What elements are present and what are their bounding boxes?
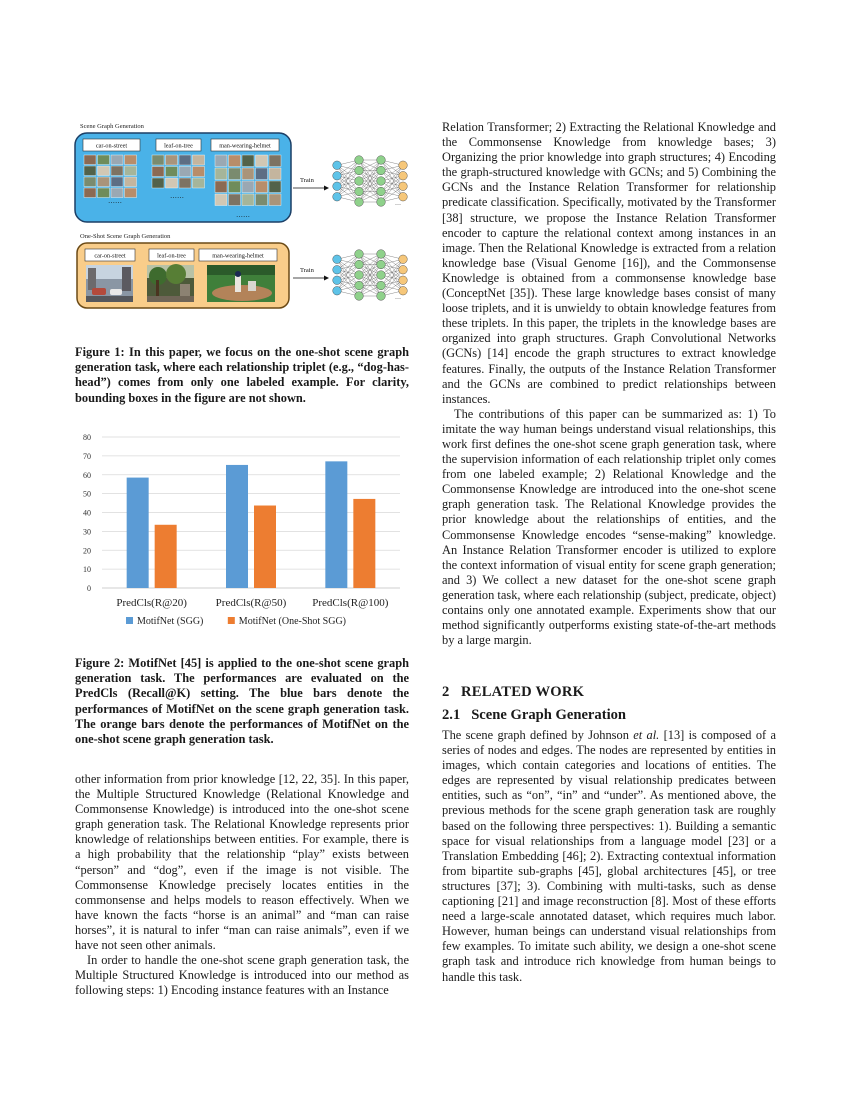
- fig1-net-node: [333, 182, 342, 191]
- fig1-panel1-title: Scene Graph Generation: [80, 123, 144, 130]
- bar-one-shot-sgg: [254, 506, 276, 588]
- fig1-thumbnail: [193, 155, 205, 165]
- fig1-net-node: [377, 166, 386, 175]
- fig1-photo-baseball: [207, 265, 275, 302]
- y-tick-label: 50: [83, 489, 91, 499]
- fig1-net-node: [355, 187, 364, 196]
- fig1-thumbnail: [215, 155, 227, 167]
- fig1-thumbnail: [215, 181, 227, 193]
- fig1-net-node: [377, 156, 386, 165]
- fig1-net-node: [399, 192, 408, 201]
- fig1-net-node: [355, 198, 364, 207]
- fig1-net-node: [355, 177, 364, 186]
- fig1-net-node: [333, 255, 342, 264]
- fig1-net-node: [355, 250, 364, 259]
- fig1-net-node: [377, 271, 386, 280]
- y-tick-label: 20: [83, 546, 91, 556]
- fig1-thumbnail: [269, 155, 281, 167]
- fig1-net-node: [333, 276, 342, 285]
- figure-1-caption: Figure 1: In this paper, we focus on the one-shot scene graph generation task, where each relationship triplet (e.g., “dog-has-head”) comes from only one labeled example. For clarity, bounding boxes in the figure are not shown.: [75, 345, 409, 405]
- section-heading: 2 RELATED WORK: [442, 684, 585, 700]
- fig1-net-node: [355, 166, 364, 175]
- fig1-net-node: [377, 198, 386, 207]
- fig1-thumbnail: [152, 167, 164, 177]
- fig1-net-node: [355, 260, 364, 269]
- paragraph: Relation Transformer; 2) Extracting the Relational Knowledge and the Commonsense Knowledge from knowledge bases; 3) Organizing the prior knowledge into graph structures; 4) Encoding the graph-structured knowledge with GCNs; and 5) Combining the GCNs and the Instance Relation Transformer for relationship predicate classification. Specifically, motivated by the Transformer [38] structure, we propose the Instance Relation Transformer encoder to capture the relational context among instances in an image. Then the Relational Knowledge is extracted from a relation knowledge base (Visual Genome [16]), and the Commonsense Knowledge is obtained from a commonsense knowledge base (ConceptNet [35]). These large knowledge bases consist of many loose triplets, and it is unwieldy to obtain knowledge features from these triplets. In this paper, the triplets in the knowledge bases are organized into graph structures. Graph Convolutional Networks (GCNs) [14] encode the graph structures to extract knowledge features. Finally, the outputs of the Instance Relation Transformer and the GCNs are combined to predict relationships between instances.: [442, 120, 776, 406]
- y-tick-label: 80: [83, 433, 91, 442]
- fig1-thumbnail: [84, 166, 96, 176]
- fig1-thumbnail: [152, 178, 164, 188]
- fig1-thumbnail: [229, 168, 241, 180]
- fig1-net-node: [355, 281, 364, 290]
- bar-one-shot-sgg: [353, 499, 375, 588]
- fig1-label: man-wearing-helmet: [219, 142, 271, 150]
- fig1-label: car-on-street: [95, 142, 128, 150]
- fig1-net-node: [377, 260, 386, 269]
- fig1-neural-net: [333, 156, 408, 207]
- fig1-net-node: [399, 286, 408, 295]
- fig1-thumbnail: [179, 167, 191, 177]
- y-tick-label: 70: [83, 451, 91, 461]
- fig1-net-node: [399, 255, 408, 264]
- fig1-thumbnail: [125, 166, 137, 176]
- fig1-label: leaf-on-tree: [157, 252, 186, 260]
- fig1-thumbnail: [98, 177, 110, 187]
- left-column-body: [75, 772, 409, 998]
- fig1-thumbnail: [242, 155, 254, 167]
- fig1-label: car-on-street: [94, 252, 126, 260]
- fig1-net-node: [377, 292, 386, 301]
- fig1-net-dots: …: [395, 295, 401, 301]
- fig1-thumbnail: [111, 177, 123, 187]
- fig1-thumbnail: [215, 168, 227, 180]
- fig1-net-node: [355, 292, 364, 301]
- fig1-thumbnail: [125, 177, 137, 187]
- fig1-arrowhead: [324, 276, 329, 281]
- fig1-thumbnail: [152, 155, 164, 165]
- fig1-net-node: [399, 265, 408, 274]
- fig1-thumbnail: [84, 188, 96, 198]
- fig1-thumbnail: [269, 168, 281, 180]
- figure-2-bar-chart: [74, 428, 410, 638]
- x-tick-label: PredCls(R@20): [116, 597, 187, 609]
- fig1-thumbnail: [111, 166, 123, 176]
- fig1-thumbnail: [84, 177, 96, 187]
- y-tick-label: 40: [83, 508, 91, 518]
- fig1-thumbnail: [179, 155, 191, 165]
- fig1-thumbnail: [98, 166, 110, 176]
- fig1-ellipsis: ……: [236, 211, 250, 219]
- fig1-net-node: [377, 187, 386, 196]
- fig1-net-node: [333, 161, 342, 170]
- bar-sgg: [325, 461, 347, 588]
- fig1-thumbnail: [84, 155, 96, 165]
- fig1-net-dots: …: [395, 201, 401, 207]
- text-run: [13] is composed of a series of nodes and edges. The nodes are represented by entities in images, which contain categories and locations of entities. The edges are represented by visual relationship predicates between entities, such as “on”, “in” and “under”. As mentioned above, the previous methods for the scene graph generation task are roughly based on the following three perspectives: 1). Building a semantic space for visual relationships from a language model [23] or a Translation Embedding [46]; 2). Extracting contextual information from bipartite sub-graphs [45], global architectures [45], or tree structures [37]; 3). Combining with multi-tasks, such as dense captioning [21] and image reconstruction [8]. Most of these efforts need a large-scale annotated dataset, which requires much labor. However, human beings can understand visual relationships from few examples. To imitate such ability, we design a one-shot scene graph task and introduce rich knowledge from human beings to handle this task.: [442, 728, 776, 984]
- fig1-thumbnail: [269, 194, 281, 206]
- figure-1: [72, 118, 422, 318]
- fig1-neural-net: [333, 250, 408, 301]
- fig1-ellipsis: ……: [108, 197, 122, 205]
- y-tick-label: 60: [83, 470, 91, 480]
- fig1-thumbnail: [215, 194, 227, 206]
- fig1-thumbnail: [229, 181, 241, 193]
- y-tick-label: 0: [87, 584, 91, 593]
- fig1-thumbnail: [256, 181, 268, 193]
- fig1-thumbnail: [242, 194, 254, 206]
- legend-swatch: [228, 617, 235, 624]
- bar-one-shot-sgg: [155, 525, 177, 588]
- fig1-thumbnail: [166, 167, 178, 177]
- fig1-net-node: [333, 192, 342, 201]
- fig1-net-node: [333, 286, 342, 295]
- fig1-thumbnail: [242, 181, 254, 193]
- fig1-label: leaf-on-tree: [164, 142, 193, 150]
- paragraph: [442, 728, 776, 985]
- x-tick-label: PredCls(R@100): [312, 597, 389, 609]
- fig1-thumbnail: [98, 155, 110, 165]
- paragraph: other information from prior knowledge [12, 22, 35]. In this paper, the Multiple Structured Knowledge (Relational Knowledge and Commonsense Knowledge) is introduced into the one-shot scene graph generation task. The Relational Knowledge represents prior knowledge of relationships between entities. For example, there is a high probability that the relationship “play” exists between “person” and “dog”, even if the image is not visible. The Commonsense Knowledge precisely locates entities in the commonsense and helps models to reason effectively. When we have known the facts “horse is an animal” and “man can raise horses”, it is natural to infer “man can raise animals”, even if we have not seen other animals.: [75, 772, 409, 953]
- fig1-ellipsis: ……: [170, 192, 184, 200]
- subsection-heading: 2.1 Scene Graph Generation: [442, 707, 627, 723]
- fig1-net-node: [355, 271, 364, 280]
- legend-label: MotifNet (SGG): [137, 616, 204, 627]
- bar-sgg: [127, 478, 149, 588]
- fig1-label: man-wearing-helmet: [212, 252, 264, 260]
- fig1-thumbnail: [193, 167, 205, 177]
- fig1-arrowhead: [324, 186, 329, 191]
- fig1-panel2-title: One-Shot Scene Graph Generation: [80, 233, 171, 240]
- fig1-thumbnail: [179, 178, 191, 188]
- fig1-thumbnail: [269, 181, 281, 193]
- legend-swatch: [126, 617, 133, 624]
- legend-label: MotifNet (One-Shot SGG): [238, 616, 347, 627]
- fig1-thumbnail: [256, 155, 268, 167]
- fig1-thumbnail: [242, 168, 254, 180]
- fig1-net-node: [399, 182, 408, 191]
- fig1-net-node: [399, 171, 408, 180]
- fig1-net-node: [377, 281, 386, 290]
- x-tick-label: PredCls(R@50): [215, 597, 287, 609]
- fig1-net-node: [333, 171, 342, 180]
- fig1-net-node: [399, 276, 408, 285]
- fig1-net-node: [399, 161, 408, 170]
- fig1-net-node: [377, 250, 386, 259]
- fig1-thumbnail: [229, 155, 241, 167]
- fig1-thumbnail: [229, 194, 241, 206]
- fig1-train-label: Train: [300, 177, 314, 184]
- text-run: The scene graph defined by Johnson: [442, 728, 634, 742]
- fig1-net-node: [355, 156, 364, 165]
- fig1-thumbnail: [256, 194, 268, 206]
- bar-sgg: [226, 465, 248, 588]
- fig1-thumbnail: [166, 178, 178, 188]
- fig1-thumbnail: [125, 188, 137, 198]
- fig1-thumbnail: [256, 168, 268, 180]
- fig1-thumbnail: [193, 178, 205, 188]
- fig1-thumbnail: [111, 155, 123, 165]
- paragraph: In order to handle the one-shot scene graph generation task, the Multiple Structured Knowledge is introduced into our method as following steps: 1) Encoding instance features with an Instance: [75, 953, 409, 998]
- y-tick-label: 10: [83, 565, 91, 575]
- text-run-italic: et al.: [633, 728, 660, 742]
- fig1-net-node: [333, 265, 342, 274]
- figure-2-caption: Figure 2: MotifNet [45] is applied to the one-shot scene graph generation task. The performances are evaluated on the PredCls (Recall@K) setting. The blue bars denote the performances of MotifNet on the scene graph generation task. The orange bars denote the performances of MotifNet on the one-shot scene graph generation task.: [75, 656, 409, 747]
- fig1-photo-tree: [147, 264, 194, 302]
- fig1-thumbnail: [166, 155, 178, 165]
- fig1-train-label: Train: [300, 267, 314, 274]
- fig1-photo-street: [86, 265, 133, 302]
- section-body: [442, 728, 776, 985]
- right-column-body: [442, 120, 776, 648]
- y-tick-label: 30: [83, 527, 91, 537]
- fig1-thumbnail: [125, 155, 137, 165]
- fig1-net-node: [377, 177, 386, 186]
- paragraph: The contributions of this paper can be summarized as: 1) To imitate the way human beings understand visual relationships, this work first defines the one-shot scene graph generation task, where the supervision information of each relationship triplet only comes from one labeled example; 2) Relational Knowledge and the Commonsense Knowledge are introduced into the one-shot scene graph generation task. The Relational Knowledge provides the prior knowledge about the relationships of entities, and the Commonsense Knowledge encodes “sense-making” knowledge. An Instance Relation Transformer encoder is utilized to explore the context information of visual entity for scene graph generation; and 3) We collect a new dataset for the one-shot scene graph generation task, where each relationship (subject, predicate, object) contains only one annotated example. Experiments show that our method significantly outperforms existing state-of-the-art methods by a large margin.: [442, 406, 776, 648]
